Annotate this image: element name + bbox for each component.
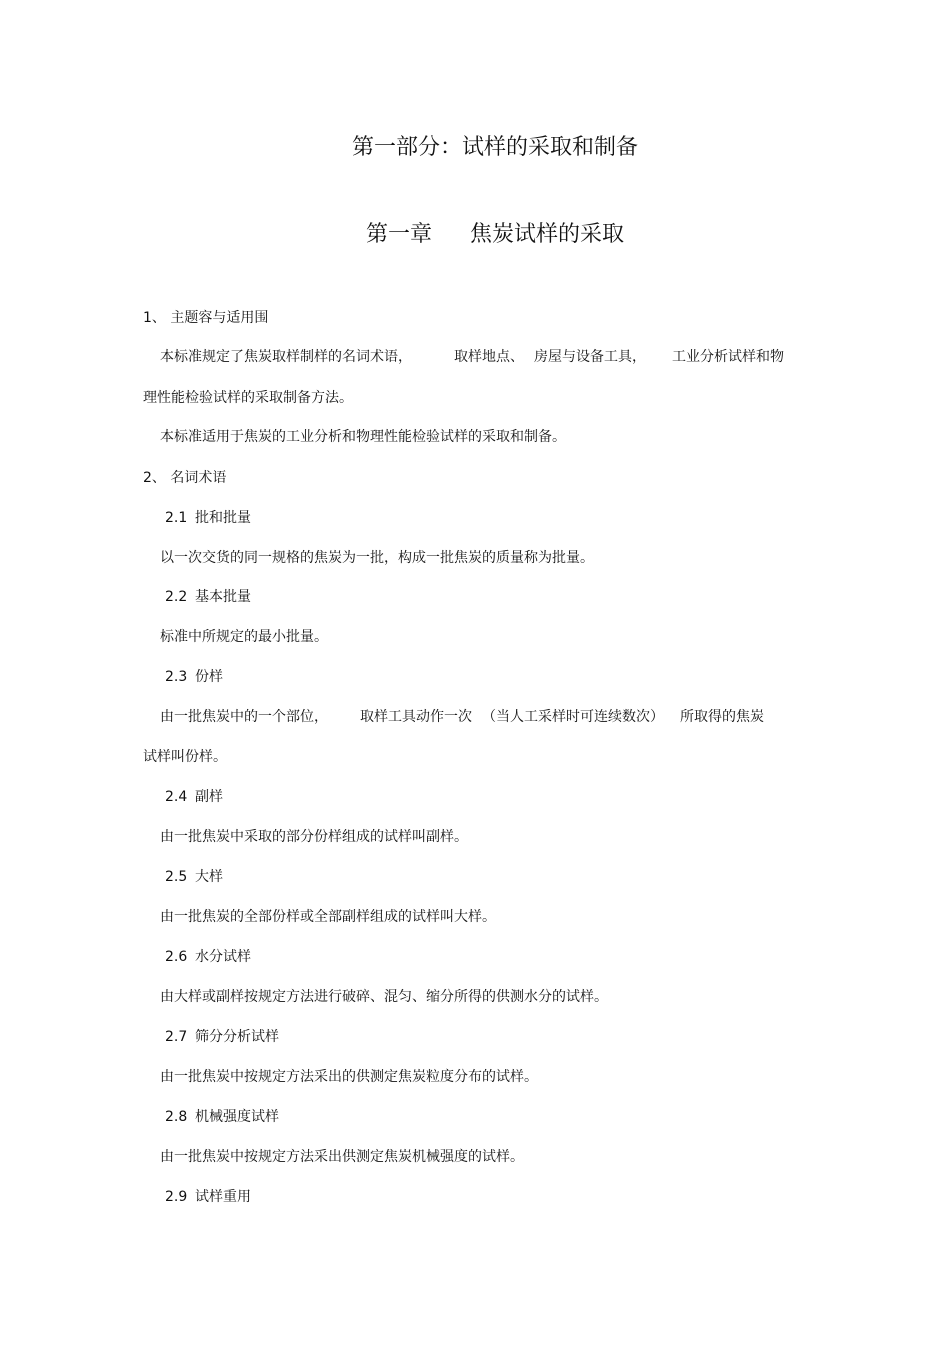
term-definition-cont: 试样叫份样。	[143, 749, 227, 765]
term-definition: 由一批焦炭中采取的部分份样组成的试样叫副样。	[160, 829, 468, 845]
term-heading: 2.2 基本批量	[165, 589, 251, 605]
section-2-heading: 2、 名词术语	[143, 470, 227, 486]
part-title: 第一部分：试样的采取和制备	[351, 135, 638, 160]
term-definition: 由一批焦炭的全部份样或全部副样组成的试样叫大样。	[160, 909, 496, 925]
term-heading: 2.6 水分试样	[165, 949, 251, 965]
term-heading: 2.4 副样	[165, 789, 223, 805]
section-1-heading: 1、 主题容与适用围	[143, 310, 269, 326]
term-definition: 以一次交货的同一规格的焦炭为一批，构成一批焦炭的质量称为批量。	[160, 550, 594, 566]
term-definition: 由一批焦炭中按规定方法采出供测定焦炭机械强度的试样。	[160, 1149, 524, 1165]
term-heading: 2.8 机械强度试样	[165, 1109, 279, 1125]
term-heading: 2.1 批和批量	[165, 510, 251, 526]
term-heading: 2.7 筛分分析试样	[165, 1029, 279, 1045]
chapter-name: 焦炭试样的采取	[470, 222, 625, 247]
term-heading: 2.5 大样	[165, 869, 223, 885]
term-definition: 由一批焦炭中的一个部位， 取样工具动作一次 （当人工采样时可连续数次） 所取得的焦炭	[160, 709, 764, 725]
term-definition: 标准中所规定的最小批量。	[160, 629, 328, 645]
term-definition: 由大样或副样按规定方法进行破碎、混匀、缩分所得的供测水分的试样。	[160, 989, 608, 1005]
term-heading: 2.9 试样重用	[165, 1189, 251, 1205]
section-1-para-1: 本标准规定了焦炭取样制样的名词术语， 取样地点、 房屋与设备工具， 工业分析试样和物	[160, 349, 784, 365]
section-1-para-1-cont: 理性能检验试样的采取制备方法。	[143, 390, 353, 406]
term-definition: 由一批焦炭中按规定方法采出的供测定焦炭粒度分布的试样。	[160, 1069, 538, 1085]
chapter-number: 第一章	[365, 222, 432, 247]
term-heading: 2.3 份样	[165, 669, 223, 685]
section-1-para-2: 本标准适用于焦炭的工业分析和物理性能检验试样的采取和制备。	[160, 429, 566, 445]
chapter-title	[0, 220, 950, 250]
